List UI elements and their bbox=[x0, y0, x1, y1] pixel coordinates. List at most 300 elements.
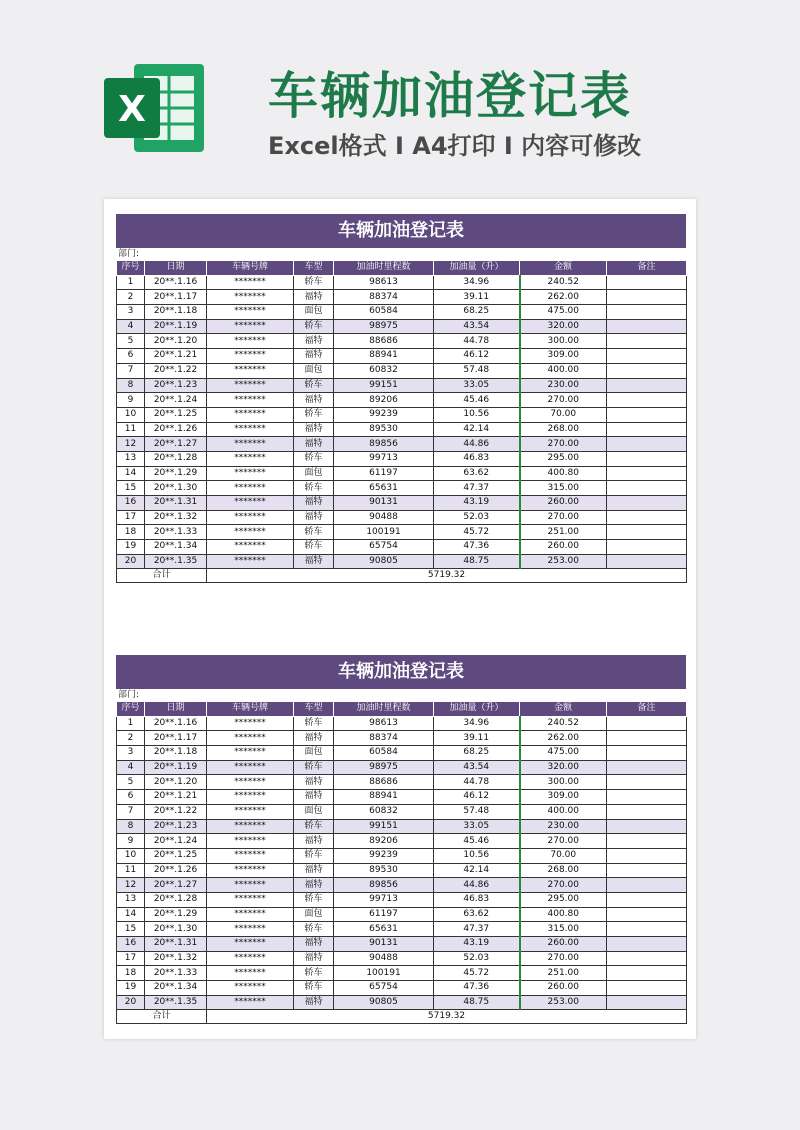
table-cell[interactable]: 20**.1.21 bbox=[145, 349, 207, 364]
table-cell[interactable]: 98975 bbox=[334, 319, 434, 334]
table-cell[interactable]: 98975 bbox=[334, 760, 434, 775]
table-cell[interactable]: 88374 bbox=[334, 731, 434, 746]
table-cell[interactable]: 轿车 bbox=[294, 716, 334, 731]
table-cell[interactable]: 100191 bbox=[334, 966, 434, 981]
table-cell[interactable]: 47.37 bbox=[434, 922, 520, 937]
table-cell[interactable] bbox=[607, 496, 687, 511]
table-cell[interactable] bbox=[607, 731, 687, 746]
table-cell[interactable]: 18 bbox=[117, 966, 145, 981]
table-cell[interactable]: 福特 bbox=[294, 951, 334, 966]
table-cell[interactable]: 7 bbox=[117, 804, 145, 819]
table-cell[interactable]: 60832 bbox=[334, 363, 434, 378]
table-cell[interactable]: 309.00 bbox=[520, 790, 607, 805]
table-cell[interactable]: ******* bbox=[207, 995, 294, 1010]
table-cell[interactable]: ******* bbox=[207, 540, 294, 555]
table-cell[interactable]: 33.05 bbox=[434, 378, 520, 393]
table-cell[interactable]: 295.00 bbox=[520, 451, 607, 466]
table-cell[interactable] bbox=[607, 334, 687, 349]
table-cell[interactable]: 309.00 bbox=[520, 349, 607, 364]
table-cell[interactable]: 4 bbox=[117, 319, 145, 334]
table-cell[interactable]: 315.00 bbox=[520, 481, 607, 496]
table-cell[interactable]: 福特 bbox=[294, 937, 334, 952]
table-cell[interactable]: 240.52 bbox=[520, 275, 607, 290]
table-cell[interactable]: 轿车 bbox=[294, 981, 334, 996]
table-cell[interactable]: ******* bbox=[207, 510, 294, 525]
table-cell[interactable]: ******* bbox=[207, 951, 294, 966]
table-cell[interactable]: 88941 bbox=[334, 349, 434, 364]
table-cell[interactable]: 20**.1.20 bbox=[145, 334, 207, 349]
table-cell[interactable]: 270.00 bbox=[520, 437, 607, 452]
table-cell[interactable]: 34.96 bbox=[434, 716, 520, 731]
table-cell[interactable]: 4 bbox=[117, 760, 145, 775]
table-cell[interactable]: 99151 bbox=[334, 378, 434, 393]
table-cell[interactable]: 20**.1.32 bbox=[145, 951, 207, 966]
table-cell[interactable]: 福特 bbox=[294, 775, 334, 790]
table-cell[interactable]: 2 bbox=[117, 731, 145, 746]
table-cell[interactable]: ******* bbox=[207, 496, 294, 511]
table-cell[interactable]: 19 bbox=[117, 540, 145, 555]
table-cell[interactable] bbox=[607, 878, 687, 893]
table-cell[interactable]: 42.14 bbox=[434, 422, 520, 437]
table-cell[interactable]: 89530 bbox=[334, 863, 434, 878]
table-cell[interactable]: 260.00 bbox=[520, 540, 607, 555]
table-cell[interactable]: 20**.1.27 bbox=[145, 878, 207, 893]
table-cell[interactable]: 20**.1.31 bbox=[145, 937, 207, 952]
table-cell[interactable]: 45.46 bbox=[434, 834, 520, 849]
table-cell[interactable]: 轿车 bbox=[294, 848, 334, 863]
table-cell[interactable]: 11 bbox=[117, 863, 145, 878]
table-cell[interactable]: 251.00 bbox=[520, 525, 607, 540]
table-cell[interactable]: 轿车 bbox=[294, 760, 334, 775]
table-cell[interactable]: 42.14 bbox=[434, 863, 520, 878]
table-cell[interactable]: 300.00 bbox=[520, 775, 607, 790]
table-cell[interactable]: 20**.1.26 bbox=[145, 422, 207, 437]
table-cell[interactable]: 65754 bbox=[334, 981, 434, 996]
table-cell[interactable]: 2 bbox=[117, 290, 145, 305]
table-cell[interactable]: ******* bbox=[207, 407, 294, 422]
table-cell[interactable]: 20**.1.20 bbox=[145, 775, 207, 790]
table-cell[interactable]: 295.00 bbox=[520, 892, 607, 907]
table-cell[interactable]: 20**.1.28 bbox=[145, 892, 207, 907]
table-cell[interactable]: 475.00 bbox=[520, 746, 607, 761]
table-cell[interactable]: 20**.1.19 bbox=[145, 760, 207, 775]
table-cell[interactable]: 3 bbox=[117, 305, 145, 320]
table-cell[interactable]: 20**.1.32 bbox=[145, 510, 207, 525]
table-cell[interactable]: 20**.1.17 bbox=[145, 290, 207, 305]
table-cell[interactable]: ******* bbox=[207, 760, 294, 775]
table-cell[interactable]: 20**.1.25 bbox=[145, 407, 207, 422]
table-cell[interactable]: 88941 bbox=[334, 790, 434, 805]
table-cell[interactable]: 14 bbox=[117, 466, 145, 481]
table-cell[interactable]: 46.12 bbox=[434, 349, 520, 364]
table-cell[interactable]: 260.00 bbox=[520, 937, 607, 952]
table-cell[interactable]: 268.00 bbox=[520, 422, 607, 437]
table-cell[interactable]: ******* bbox=[207, 422, 294, 437]
table-cell[interactable]: 44.86 bbox=[434, 437, 520, 452]
table-cell[interactable]: 270.00 bbox=[520, 393, 607, 408]
table-cell[interactable]: ******* bbox=[207, 775, 294, 790]
table-cell[interactable]: 60584 bbox=[334, 746, 434, 761]
table-cell[interactable]: 福特 bbox=[294, 334, 334, 349]
table-cell[interactable]: 1 bbox=[117, 275, 145, 290]
table-cell[interactable]: 20**.1.29 bbox=[145, 466, 207, 481]
table-cell[interactable]: ******* bbox=[207, 349, 294, 364]
table-cell[interactable]: ******* bbox=[207, 922, 294, 937]
table-cell[interactable]: ******* bbox=[207, 437, 294, 452]
table-cell[interactable]: ******* bbox=[207, 334, 294, 349]
table-cell[interactable] bbox=[607, 790, 687, 805]
table-cell[interactable]: 230.00 bbox=[520, 819, 607, 834]
table-cell[interactable] bbox=[607, 848, 687, 863]
table-cell[interactable]: 88686 bbox=[334, 334, 434, 349]
table-cell[interactable]: 400.80 bbox=[520, 466, 607, 481]
table-cell[interactable]: 270.00 bbox=[520, 834, 607, 849]
table-cell[interactable]: 20**.1.35 bbox=[145, 995, 207, 1010]
table-cell[interactable] bbox=[607, 981, 687, 996]
table-cell[interactable]: 12 bbox=[117, 878, 145, 893]
table-cell[interactable]: 98613 bbox=[334, 716, 434, 731]
table-cell[interactable]: 45.72 bbox=[434, 966, 520, 981]
table-cell[interactable]: 98613 bbox=[334, 275, 434, 290]
table-cell[interactable] bbox=[607, 349, 687, 364]
table-cell[interactable]: 1 bbox=[117, 716, 145, 731]
table-cell[interactable]: 20**.1.33 bbox=[145, 525, 207, 540]
table-cell[interactable] bbox=[607, 554, 687, 569]
table-cell[interactable] bbox=[607, 966, 687, 981]
table-cell[interactable]: 17 bbox=[117, 510, 145, 525]
total-value[interactable]: 5719.32 bbox=[207, 569, 687, 583]
table-cell[interactable]: ******* bbox=[207, 451, 294, 466]
table-cell[interactable]: 260.00 bbox=[520, 496, 607, 511]
table-cell[interactable]: ******* bbox=[207, 937, 294, 952]
table-cell[interactable]: 轿车 bbox=[294, 378, 334, 393]
table-cell[interactable]: 轿车 bbox=[294, 540, 334, 555]
table-cell[interactable]: 65631 bbox=[334, 922, 434, 937]
table-cell[interactable]: 60584 bbox=[334, 305, 434, 320]
table-cell[interactable]: 19 bbox=[117, 981, 145, 996]
table-cell[interactable]: 320.00 bbox=[520, 319, 607, 334]
table-cell[interactable]: 88686 bbox=[334, 775, 434, 790]
table-cell[interactable]: 20**.1.34 bbox=[145, 540, 207, 555]
table-cell[interactable]: 47.37 bbox=[434, 481, 520, 496]
table-cell[interactable]: 63.62 bbox=[434, 466, 520, 481]
table-cell[interactable] bbox=[607, 305, 687, 320]
table-cell[interactable]: 44.78 bbox=[434, 775, 520, 790]
table-cell[interactable]: 9 bbox=[117, 393, 145, 408]
table-cell[interactable]: 20 bbox=[117, 554, 145, 569]
table-cell[interactable]: 20**.1.28 bbox=[145, 451, 207, 466]
table-cell[interactable]: 10 bbox=[117, 407, 145, 422]
table-cell[interactable]: 48.75 bbox=[434, 995, 520, 1010]
table-cell[interactable]: ******* bbox=[207, 790, 294, 805]
table-cell[interactable]: 400.00 bbox=[520, 804, 607, 819]
table-cell[interactable] bbox=[607, 540, 687, 555]
table-cell[interactable]: ******* bbox=[207, 554, 294, 569]
table-cell[interactable]: ******* bbox=[207, 466, 294, 481]
table-cell[interactable]: 90488 bbox=[334, 951, 434, 966]
table-cell[interactable]: 3 bbox=[117, 746, 145, 761]
table-cell[interactable]: 福特 bbox=[294, 995, 334, 1010]
table-cell[interactable]: 20**.1.35 bbox=[145, 554, 207, 569]
table-cell[interactable]: 45.46 bbox=[434, 393, 520, 408]
table-cell[interactable]: 福特 bbox=[294, 554, 334, 569]
table-cell[interactable]: 面包 bbox=[294, 804, 334, 819]
table-cell[interactable]: 20**.1.18 bbox=[145, 746, 207, 761]
table-cell[interactable]: 轿车 bbox=[294, 451, 334, 466]
table-cell[interactable]: 61197 bbox=[334, 466, 434, 481]
table-cell[interactable]: 60832 bbox=[334, 804, 434, 819]
table-cell[interactable]: ******* bbox=[207, 819, 294, 834]
table-cell[interactable]: 45.72 bbox=[434, 525, 520, 540]
table-cell[interactable] bbox=[607, 863, 687, 878]
table-cell[interactable]: 90488 bbox=[334, 510, 434, 525]
table-cell[interactable]: 20**.1.30 bbox=[145, 922, 207, 937]
table-cell[interactable]: 253.00 bbox=[520, 554, 607, 569]
table-cell[interactable]: ******* bbox=[207, 525, 294, 540]
table-cell[interactable]: 20**.1.23 bbox=[145, 378, 207, 393]
table-cell[interactable]: 福特 bbox=[294, 349, 334, 364]
table-cell[interactable]: 46.83 bbox=[434, 451, 520, 466]
table-cell[interactable]: 福特 bbox=[294, 878, 334, 893]
table-cell[interactable]: 20**.1.16 bbox=[145, 716, 207, 731]
table-cell[interactable]: ******* bbox=[207, 892, 294, 907]
table-cell[interactable]: 轿车 bbox=[294, 407, 334, 422]
table-cell[interactable]: 20**.1.27 bbox=[145, 437, 207, 452]
table-cell[interactable]: ******* bbox=[207, 481, 294, 496]
table-cell[interactable]: 轿车 bbox=[294, 892, 334, 907]
table-cell[interactable] bbox=[607, 393, 687, 408]
table-cell[interactable]: ******* bbox=[207, 863, 294, 878]
table-cell[interactable]: 57.48 bbox=[434, 804, 520, 819]
table-cell[interactable] bbox=[607, 892, 687, 907]
table-cell[interactable]: ******* bbox=[207, 378, 294, 393]
table-cell[interactable]: 15 bbox=[117, 922, 145, 937]
table-cell[interactable]: 面包 bbox=[294, 907, 334, 922]
table-cell[interactable]: 17 bbox=[117, 951, 145, 966]
table-cell[interactable]: 福特 bbox=[294, 437, 334, 452]
table-cell[interactable]: 47.36 bbox=[434, 981, 520, 996]
table-cell[interactable]: 福特 bbox=[294, 510, 334, 525]
table-cell[interactable] bbox=[607, 510, 687, 525]
table-cell[interactable]: 面包 bbox=[294, 466, 334, 481]
table-cell[interactable]: 240.52 bbox=[520, 716, 607, 731]
table-cell[interactable]: 100191 bbox=[334, 525, 434, 540]
table-cell[interactable]: 270.00 bbox=[520, 951, 607, 966]
table-cell[interactable]: 20**.1.30 bbox=[145, 481, 207, 496]
table-cell[interactable]: 福特 bbox=[294, 834, 334, 849]
table-cell[interactable] bbox=[607, 525, 687, 540]
table-cell[interactable] bbox=[607, 466, 687, 481]
table-cell[interactable] bbox=[607, 437, 687, 452]
table-cell[interactable]: ******* bbox=[207, 290, 294, 305]
table-cell[interactable]: 8 bbox=[117, 378, 145, 393]
table-cell[interactable] bbox=[607, 907, 687, 922]
table-cell[interactable]: ******* bbox=[207, 319, 294, 334]
table-cell[interactable]: 面包 bbox=[294, 305, 334, 320]
table-cell[interactable]: 20**.1.31 bbox=[145, 496, 207, 511]
table-cell[interactable]: 8 bbox=[117, 819, 145, 834]
table-cell[interactable] bbox=[607, 922, 687, 937]
table-cell[interactable] bbox=[607, 937, 687, 952]
table-cell[interactable]: 400.80 bbox=[520, 907, 607, 922]
table-cell[interactable]: 轿车 bbox=[294, 319, 334, 334]
table-cell[interactable] bbox=[607, 760, 687, 775]
table-cell[interactable]: 475.00 bbox=[520, 305, 607, 320]
table-cell[interactable]: 90131 bbox=[334, 496, 434, 511]
table-cell[interactable]: 99239 bbox=[334, 407, 434, 422]
table-cell[interactable] bbox=[607, 451, 687, 466]
table-cell[interactable]: 99151 bbox=[334, 819, 434, 834]
table-cell[interactable] bbox=[607, 716, 687, 731]
table-cell[interactable]: 90805 bbox=[334, 995, 434, 1010]
table-cell[interactable]: 43.54 bbox=[434, 319, 520, 334]
table-cell[interactable]: 88374 bbox=[334, 290, 434, 305]
table-cell[interactable]: 福特 bbox=[294, 393, 334, 408]
table-cell[interactable] bbox=[607, 363, 687, 378]
table-cell[interactable]: ******* bbox=[207, 834, 294, 849]
table-cell[interactable]: 315.00 bbox=[520, 922, 607, 937]
table-cell[interactable]: 68.25 bbox=[434, 305, 520, 320]
table-cell[interactable]: 400.00 bbox=[520, 363, 607, 378]
table-cell[interactable]: 89530 bbox=[334, 422, 434, 437]
table-cell[interactable]: 6 bbox=[117, 790, 145, 805]
table-cell[interactable]: 99239 bbox=[334, 848, 434, 863]
table-cell[interactable]: 57.48 bbox=[434, 363, 520, 378]
table-cell[interactable]: 20**.1.23 bbox=[145, 819, 207, 834]
table-cell[interactable]: 20**.1.34 bbox=[145, 981, 207, 996]
table-cell[interactable]: 63.62 bbox=[434, 907, 520, 922]
table-cell[interactable] bbox=[607, 746, 687, 761]
table-cell[interactable]: ******* bbox=[207, 981, 294, 996]
table-cell[interactable]: 20**.1.22 bbox=[145, 363, 207, 378]
table-cell[interactable]: 面包 bbox=[294, 363, 334, 378]
table-cell[interactable]: 39.11 bbox=[434, 731, 520, 746]
table-cell[interactable]: 10.56 bbox=[434, 407, 520, 422]
table-cell[interactable]: 46.83 bbox=[434, 892, 520, 907]
table-cell[interactable] bbox=[607, 775, 687, 790]
table-cell[interactable] bbox=[607, 951, 687, 966]
table-cell[interactable]: 16 bbox=[117, 937, 145, 952]
table-cell[interactable]: 16 bbox=[117, 496, 145, 511]
table-cell[interactable]: ******* bbox=[207, 363, 294, 378]
table-cell[interactable]: 20**.1.19 bbox=[145, 319, 207, 334]
table-cell[interactable]: 262.00 bbox=[520, 290, 607, 305]
table-cell[interactable]: 13 bbox=[117, 892, 145, 907]
table-cell[interactable]: 52.03 bbox=[434, 951, 520, 966]
table-cell[interactable] bbox=[607, 319, 687, 334]
total-value[interactable]: 5719.32 bbox=[207, 1010, 687, 1024]
table-cell[interactable]: 46.12 bbox=[434, 790, 520, 805]
table-cell[interactable]: 68.25 bbox=[434, 746, 520, 761]
table-cell[interactable]: 43.54 bbox=[434, 760, 520, 775]
table-cell[interactable]: 270.00 bbox=[520, 878, 607, 893]
table-cell[interactable]: ******* bbox=[207, 275, 294, 290]
table-cell[interactable] bbox=[607, 804, 687, 819]
table-cell[interactable]: 20**.1.33 bbox=[145, 966, 207, 981]
table-cell[interactable]: 230.00 bbox=[520, 378, 607, 393]
table-cell[interactable]: 轿车 bbox=[294, 966, 334, 981]
table-cell[interactable]: 轿车 bbox=[294, 525, 334, 540]
table-cell[interactable]: ******* bbox=[207, 716, 294, 731]
table-cell[interactable] bbox=[607, 995, 687, 1010]
table-cell[interactable]: 251.00 bbox=[520, 966, 607, 981]
table-cell[interactable] bbox=[607, 275, 687, 290]
table-cell[interactable] bbox=[607, 481, 687, 496]
table-cell[interactable]: ******* bbox=[207, 878, 294, 893]
table-cell[interactable]: 福特 bbox=[294, 731, 334, 746]
table-cell[interactable]: 268.00 bbox=[520, 863, 607, 878]
table-cell[interactable]: 轿车 bbox=[294, 275, 334, 290]
table-cell[interactable]: 43.19 bbox=[434, 496, 520, 511]
table-cell[interactable]: 89206 bbox=[334, 393, 434, 408]
table-cell[interactable]: 轿车 bbox=[294, 819, 334, 834]
table-cell[interactable]: 10.56 bbox=[434, 848, 520, 863]
table-cell[interactable]: 20**.1.17 bbox=[145, 731, 207, 746]
table-cell[interactable]: 43.19 bbox=[434, 937, 520, 952]
table-cell[interactable]: 福特 bbox=[294, 290, 334, 305]
table-cell[interactable] bbox=[607, 290, 687, 305]
table-cell[interactable]: 福特 bbox=[294, 790, 334, 805]
table-cell[interactable] bbox=[607, 834, 687, 849]
table-cell[interactable]: 20**.1.24 bbox=[145, 834, 207, 849]
table-cell[interactable]: 13 bbox=[117, 451, 145, 466]
table-cell[interactable]: 300.00 bbox=[520, 334, 607, 349]
table-cell[interactable]: 65631 bbox=[334, 481, 434, 496]
table-cell[interactable]: 5 bbox=[117, 775, 145, 790]
table-cell[interactable]: 轿车 bbox=[294, 922, 334, 937]
table-cell[interactable]: 52.03 bbox=[434, 510, 520, 525]
table-cell[interactable]: 34.96 bbox=[434, 275, 520, 290]
table-cell[interactable]: 20**.1.29 bbox=[145, 907, 207, 922]
table-cell[interactable]: 20**.1.25 bbox=[145, 848, 207, 863]
table-cell[interactable]: ******* bbox=[207, 731, 294, 746]
table-cell[interactable]: ******* bbox=[207, 966, 294, 981]
table-cell[interactable]: 65754 bbox=[334, 540, 434, 555]
table-cell[interactable]: ******* bbox=[207, 393, 294, 408]
table-cell[interactable]: 90805 bbox=[334, 554, 434, 569]
table-cell[interactable]: 44.86 bbox=[434, 878, 520, 893]
table-cell[interactable]: 99713 bbox=[334, 892, 434, 907]
table-cell[interactable]: 89206 bbox=[334, 834, 434, 849]
table-cell[interactable]: 20**.1.18 bbox=[145, 305, 207, 320]
table-cell[interactable]: 20**.1.24 bbox=[145, 393, 207, 408]
table-cell[interactable]: 253.00 bbox=[520, 995, 607, 1010]
table-cell[interactable]: 89856 bbox=[334, 878, 434, 893]
table-cell[interactable] bbox=[607, 378, 687, 393]
table-cell[interactable]: 福特 bbox=[294, 496, 334, 511]
table-cell[interactable]: 33.05 bbox=[434, 819, 520, 834]
table-cell[interactable]: 20**.1.16 bbox=[145, 275, 207, 290]
table-cell[interactable]: 90131 bbox=[334, 937, 434, 952]
table-cell[interactable]: 12 bbox=[117, 437, 145, 452]
table-cell[interactable]: 20**.1.26 bbox=[145, 863, 207, 878]
table-cell[interactable]: 福特 bbox=[294, 422, 334, 437]
table-cell[interactable]: 260.00 bbox=[520, 981, 607, 996]
table-cell[interactable]: 48.75 bbox=[434, 554, 520, 569]
table-cell[interactable]: 6 bbox=[117, 349, 145, 364]
table-cell[interactable]: 轿车 bbox=[294, 481, 334, 496]
table-cell[interactable]: 70.00 bbox=[520, 407, 607, 422]
table-cell[interactable]: 70.00 bbox=[520, 848, 607, 863]
table-cell[interactable]: 15 bbox=[117, 481, 145, 496]
table-cell[interactable]: ******* bbox=[207, 907, 294, 922]
table-cell[interactable]: ******* bbox=[207, 305, 294, 320]
table-cell[interactable]: ******* bbox=[207, 804, 294, 819]
table-cell[interactable]: 7 bbox=[117, 363, 145, 378]
table-cell[interactable]: 270.00 bbox=[520, 510, 607, 525]
table-cell[interactable] bbox=[607, 407, 687, 422]
table-cell[interactable]: 14 bbox=[117, 907, 145, 922]
